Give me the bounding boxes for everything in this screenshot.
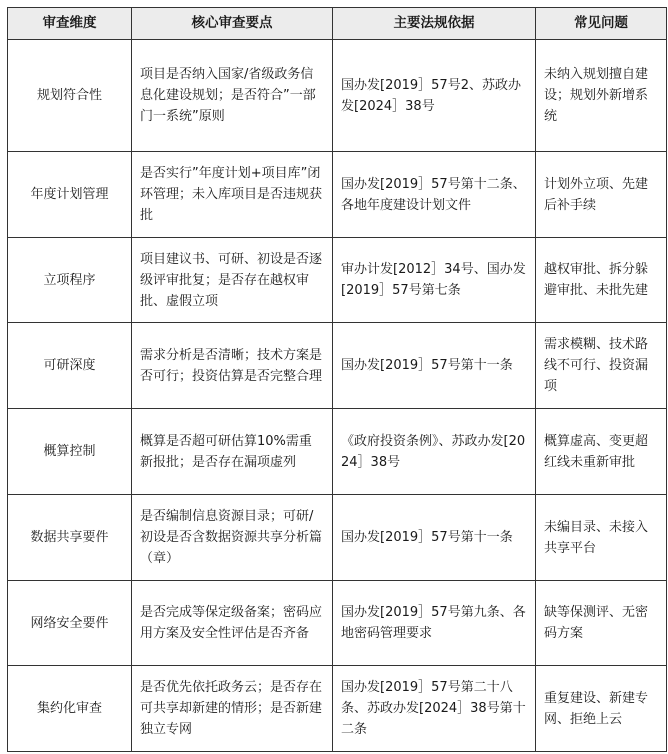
points-cell: 是否完成等保定级备案；密码应用方案及安全性评估是否齐备: [132, 581, 333, 666]
issues-cell: 未编目录、未接入共享平台: [536, 495, 667, 581]
points-cell: 项目建议书、可研、初设是否逐级评审批复；是否存在越权审批、虚假立项: [132, 238, 333, 323]
points-cell: 是否实行”年度计划+项目库”闭环管理；未入库项目是否违规获批: [132, 152, 333, 238]
laws-cell: 审办计发[2012］34号、国办发[2019］57号第七条: [333, 238, 536, 323]
table-row: [8, 666, 667, 752]
issues-cell: 未纳入规划擅自建设；规划外新增系统: [536, 40, 667, 152]
review-table: [7, 7, 667, 752]
table-row: [8, 238, 667, 323]
dimension-cell: 网络安全要件: [8, 581, 132, 666]
dimension-cell: 年度计划管理: [8, 152, 132, 238]
dimension-cell: 立项程序: [8, 238, 132, 323]
laws-cell: 国办发[2019］57号第九条、各地密码管理要求: [333, 581, 536, 666]
issues-cell: 重复建设、新建专网、拒绝上云: [536, 666, 667, 752]
points-cell: 项目是否纳入国家/省级政务信息化建设规划；是否符合”一部门一系统”原则: [132, 40, 333, 152]
dimension-cell: 概算控制: [8, 409, 132, 495]
issues-cell: 缺等保测评、无密码方案: [536, 581, 667, 666]
dimension-cell: 可研深度: [8, 323, 132, 409]
points-cell: 需求分析是否清晰；技术方案是否可行；投资估算是否完整合理: [132, 323, 333, 409]
table-row: [8, 409, 667, 495]
dimension-cell: 数据共享要件: [8, 495, 132, 581]
laws-cell: 国办发[2019］57号第十一条: [333, 323, 536, 409]
table-row: [8, 323, 667, 409]
dimension-cell: 集约化审查: [8, 666, 132, 752]
issues-cell: 需求模糊、技术路线不可行、投资漏项: [536, 323, 667, 409]
laws-cell: 国办发[2019］57号2、苏政办发[2024］38号: [333, 40, 536, 152]
table-row: [8, 495, 667, 581]
header-laws: 主要法规依据: [333, 8, 536, 40]
issues-cell: 计划外立项、先建后补手续: [536, 152, 667, 238]
table-row: [8, 152, 667, 238]
header-issues: 常见问题: [536, 8, 667, 40]
header-row: [8, 8, 667, 40]
laws-cell: 《政府投资条例》、苏政办发[2024］38号: [333, 409, 536, 495]
points-cell: 是否优先依托政务云；是否存在可共享却新建的情形；是否新建独立专网: [132, 666, 333, 752]
table-row: [8, 40, 667, 152]
points-cell: 是否编制信息资源目录；可研/初设是否含数据资源共享分析篇（章）: [132, 495, 333, 581]
laws-cell: 国办发[2019］57号第十一条: [333, 495, 536, 581]
dimension-cell: 规划符合性: [8, 40, 132, 152]
laws-cell: 国办发[2019］57号第二十八条、苏政办发[2024］38号第十二条: [333, 666, 536, 752]
issues-cell: 概算虚高、变更超红线未重新审批: [536, 409, 667, 495]
laws-cell: 国办发[2019］57号第十二条、各地年度建设计划文件: [333, 152, 536, 238]
header-dimension: 审查维度: [8, 8, 132, 40]
table-row: [8, 581, 667, 666]
header-points: 核心审查要点: [132, 8, 333, 40]
issues-cell: 越权审批、拆分躲避审批、未批先建: [536, 238, 667, 323]
points-cell: 概算是否超可研估算10%需重新报批；是否存在漏项虚列: [132, 409, 333, 495]
